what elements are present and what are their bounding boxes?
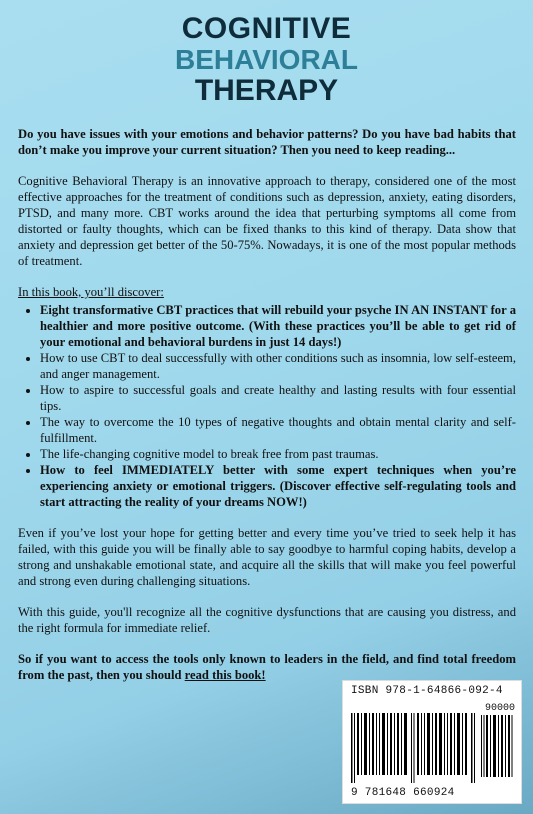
guide-paragraph: With this guide, you'll recognize all the cognitive dysfunctions that are causing you distress, and the right formula for immediate relief. [18, 605, 516, 635]
discover-heading: In this book, you’ll discover: [18, 285, 164, 299]
list-item: • How to aspire to successful goals and create healthy and lasting results with four essential tips. [40, 382, 516, 414]
back-cover-text [18, 126, 516, 698]
list-item: • The life-changing cognitive model to break free from past traumas. [40, 446, 516, 462]
list-item: • How to feel IMMEDIATELY better with some expert techniques when you’re experiencing anxiety or emotional triggers. (Discover effective self-regulating tools and start attracting the reality of your dreams NOW!) [40, 462, 516, 510]
intro-hook: Do you have issues with your emotions and behavior patterns? Do you have bad habits that don’t make you improve your current situation? Then you need to keep reading... [18, 127, 516, 157]
closing-paragraph [18, 651, 516, 683]
list-item: • How to use CBT to deal successfully with other conditions such as insomnia, low self-esteem, and anger management. [40, 350, 516, 382]
barcode-bars [351, 713, 477, 783]
title-line-1: COGNITIVE [181, 12, 352, 45]
price-code: 90000 [484, 703, 515, 714]
isbn-text: ISBN 978-1-64866-092-4 [351, 685, 503, 697]
price-barcode-bars [481, 715, 513, 777]
title-line-2: BEHAVIORAL [174, 44, 359, 75]
title-line-3: THERAPY [194, 74, 339, 107]
list-item: • Eight transformative CBT practices that will rebuild your psyche IN AN INSTANT for a healthier and more positive outcome. (With these practices you’ll be able to get rid of your emotional and behavioral burdens in just 14 days!) [40, 302, 516, 350]
read-this-book-link: read this book! [184, 668, 266, 682]
benefit-list [18, 302, 516, 510]
isbn-barcode [342, 680, 522, 804]
barcode-number: 9 781648 660924 [351, 787, 455, 799]
intro-paragraph: Cognitive Behavioral Therapy is an innovative approach to therapy, considered one of the most effective approaches for the treatment of conditions such as depression, anxiety, eating disorders, PTSD, and many more. CBT works around the idea that perturbing symptoms all come from distorted or faulty thoughts, which can be fixed thanks to this kind of therapy. Data show that anxiety and depression get better of the 50-75%. Nowadays, it is one of the most popular methods of treatment. [18, 174, 516, 268]
hope-paragraph: Even if you’ve lost your hope for getting better and every time you’ve tried to seek help it has failed, with this guide you will be finally able to say goodbye to harmful coping habits, develop a strong and unshakable emotional state, and acquire all the skills that will make you feel powerful and strong even during challenging situations. [18, 526, 516, 588]
closing-text: So if you want to access the tools only known to leaders in the field, and find total freedom from the past, then you should [18, 652, 516, 682]
list-item: • The way to overcome the 10 types of negative thoughts and obtain mental clarity and self-fulfillment. [40, 414, 516, 446]
book-title [0, 14, 533, 106]
